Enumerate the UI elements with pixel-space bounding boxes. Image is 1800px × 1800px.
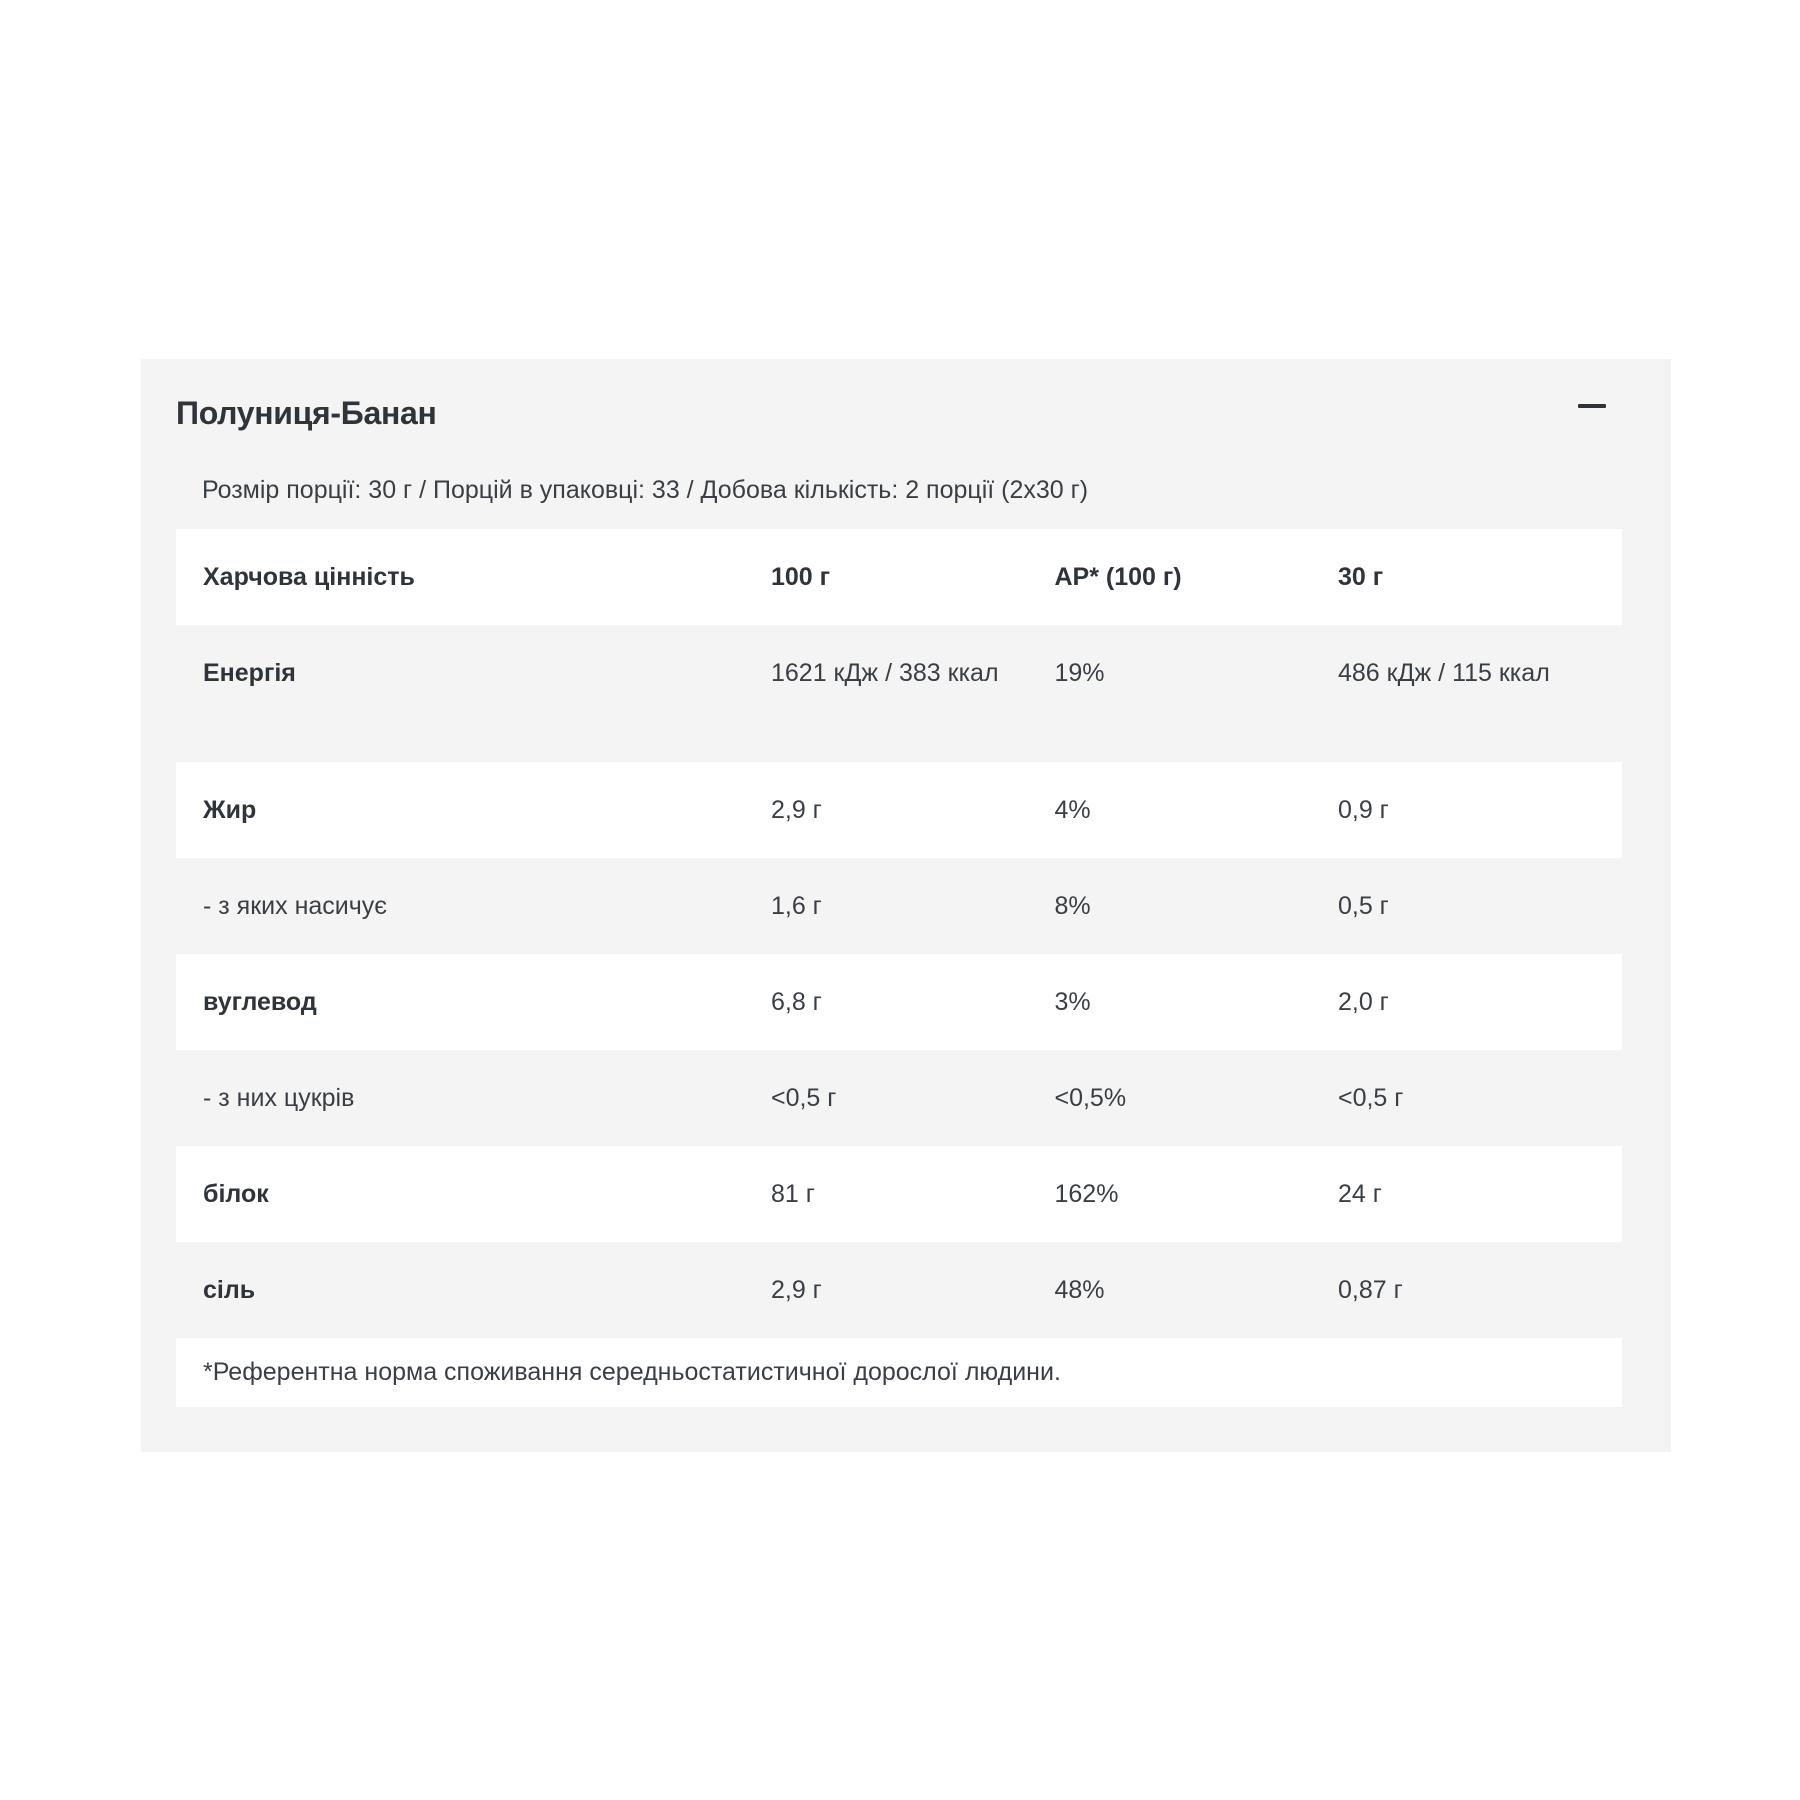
- value-per-30g: <0,5 г: [1337, 1084, 1404, 1112]
- value-reference-intake: 4%: [1054, 796, 1091, 824]
- table-row: [176, 1146, 1622, 1242]
- value-per-30g: 2,0 г: [1337, 988, 1389, 1016]
- value-reference-intake: 8%: [1054, 892, 1091, 920]
- panel-header[interactable]: [176, 377, 1636, 437]
- serving-info: Розмір порції: 30 г / Порцій в упаковці: 33 / Добова кількість: 2 порції (2x30 г): [202, 476, 1089, 504]
- value-per-100g: 2,9 г: [770, 1276, 822, 1304]
- table-row: [176, 858, 1622, 954]
- value-per-100g: 6,8 г: [770, 988, 822, 1016]
- nutrient-name: Жир: [203, 796, 257, 824]
- nutrient-name: білок: [203, 1180, 269, 1208]
- value-per-30g: 0,9 г: [1337, 796, 1389, 824]
- footnote: *Референтна норма споживання середньостатистичної дорослої людини.: [203, 1358, 1061, 1386]
- value-per-100g: 2,9 г: [770, 796, 822, 824]
- footnote-row: [176, 1338, 1622, 1407]
- header-reference-intake: AP* (100 г): [1054, 563, 1182, 591]
- value-per-30g: 0,5 г: [1337, 892, 1389, 920]
- table-row: [176, 625, 1622, 762]
- header-nutrient: Харчова цінність: [203, 563, 415, 591]
- value-per-100g: 81 г: [770, 1180, 815, 1208]
- value-per-100g: <0,5 г: [770, 1084, 837, 1112]
- nutrition-panel: [141, 359, 1671, 1452]
- value-reference-intake: <0,5%: [1054, 1084, 1127, 1112]
- value-per-100g: 1,6 г: [770, 892, 822, 920]
- nutrient-name: - з яких насичує: [203, 892, 388, 920]
- nutrition-table: [176, 529, 1622, 1407]
- table-row: [176, 1242, 1622, 1338]
- value-per-30g: 24 г: [1337, 1180, 1382, 1208]
- value-per-30g: 0,87 г: [1337, 1276, 1403, 1304]
- table-row: [176, 1050, 1622, 1146]
- value-per-100g: 1621 кДж / 383 ккал: [770, 659, 999, 687]
- collapse-minus-icon[interactable]: [1568, 383, 1616, 431]
- table-header-row: [176, 529, 1622, 625]
- value-reference-intake: 162%: [1054, 1180, 1119, 1208]
- nutrient-name: сіль: [203, 1276, 256, 1304]
- panel-title: Полуниця-Банан: [176, 395, 437, 431]
- header-per-100g: 100 г: [770, 563, 831, 591]
- table-row: [176, 762, 1622, 858]
- nutrient-name: - з них цукрів: [203, 1084, 355, 1112]
- value-per-30g: 486 кДж / 115 ккал: [1337, 659, 1550, 687]
- value-reference-intake: 19%: [1054, 659, 1105, 687]
- value-reference-intake: 3%: [1054, 988, 1091, 1016]
- header-per-30g: 30 г: [1337, 563, 1384, 591]
- nutrient-name: вуглевод: [203, 988, 317, 1016]
- nutrient-name: Енергія: [203, 659, 296, 687]
- value-reference-intake: 48%: [1054, 1276, 1105, 1304]
- table-row: [176, 954, 1622, 1050]
